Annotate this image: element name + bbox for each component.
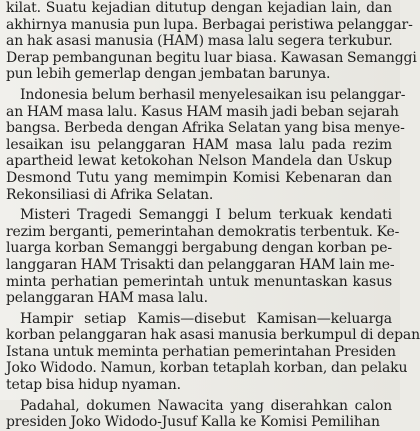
text-line: pelanggaran HAM masa lalu.	[6, 290, 208, 307]
text-line: Istana untuk meminta perhatian pemerintahan Presiden	[6, 343, 396, 360]
text-line: luarga korban Semanggi bergabung dengan korban pe-	[6, 240, 392, 257]
text-line: pun lebih gemerlap dengan jembatan barunya.	[6, 66, 331, 83]
text-line: an HAM masa lalu. Kasus HAM masih jadi beban sejarah	[6, 103, 399, 120]
article-paragraph	[6, 86, 406, 203]
text-line: kilat. Suatu kejadian ditutup dengan kejadian lain, dan	[6, 0, 392, 16]
text-line: presiden Joko Widodo-Jusuf Kalla ke Komisi Pemilihan	[6, 414, 380, 431]
text-line: Hampir setiap Kamis—disebut Kamisan—keluarga	[20, 310, 392, 327]
text-line: apartheid lewat ketokohan Nelson Mandela dan Uskup	[6, 153, 392, 170]
text-line: minta perhatian pemerintah untuk menuntaskan kasus	[6, 273, 392, 290]
text-line: langgaran HAM Trisakti dan pelanggaran HAM lain me-	[6, 256, 395, 273]
text-line: Desmond Tutu yang memimpin Komisi Kebenaran dan	[6, 169, 392, 186]
text-line: korban pelanggaran hak asasi manusia berkumpul di depan	[6, 327, 420, 344]
text-line: Joko Widodo. Namun, korban tetaplah korban, dan pelaku	[6, 360, 408, 377]
text-line: Rekonsiliasi di Afrika Selatan.	[6, 186, 214, 203]
article-body	[6, 0, 420, 431]
article-paragraph	[6, 207, 400, 307]
text-line: lesaikan isu pelanggaran HAM masa lalu pada rezim	[6, 136, 392, 153]
text-line: Misteri Tragedi Semanggi I belum terkuak kendati	[20, 207, 392, 224]
text-line: akhirnya manusia pun lupa. Berbagai peristiwa pelanggar-	[6, 16, 413, 33]
text-line: rezim berganti, pemerintahan demokratis terbentuk. Ke-	[6, 223, 400, 240]
article-paragraph	[6, 398, 392, 431]
text-line: an hak asasi manusia (HAM) masa lalu segera terkubur.	[6, 33, 393, 50]
text-line: Padahal, dokumen Nawacita yang diserahkan calon	[20, 397, 392, 414]
text-line: Indonesia belum berhasil menyelesaikan isu pelanggar-	[20, 86, 406, 103]
article-paragraph	[6, 310, 420, 394]
text-line: Derap pembangunan begitu luar biasa. Kawasan Semanggi	[6, 49, 417, 66]
text-line: tetap bisa hidup nyaman.	[6, 377, 181, 394]
text-line: bangsa. Berbeda dengan Afrika Selatan yang bisa menye-	[6, 120, 405, 137]
article-paragraph	[6, 0, 417, 83]
